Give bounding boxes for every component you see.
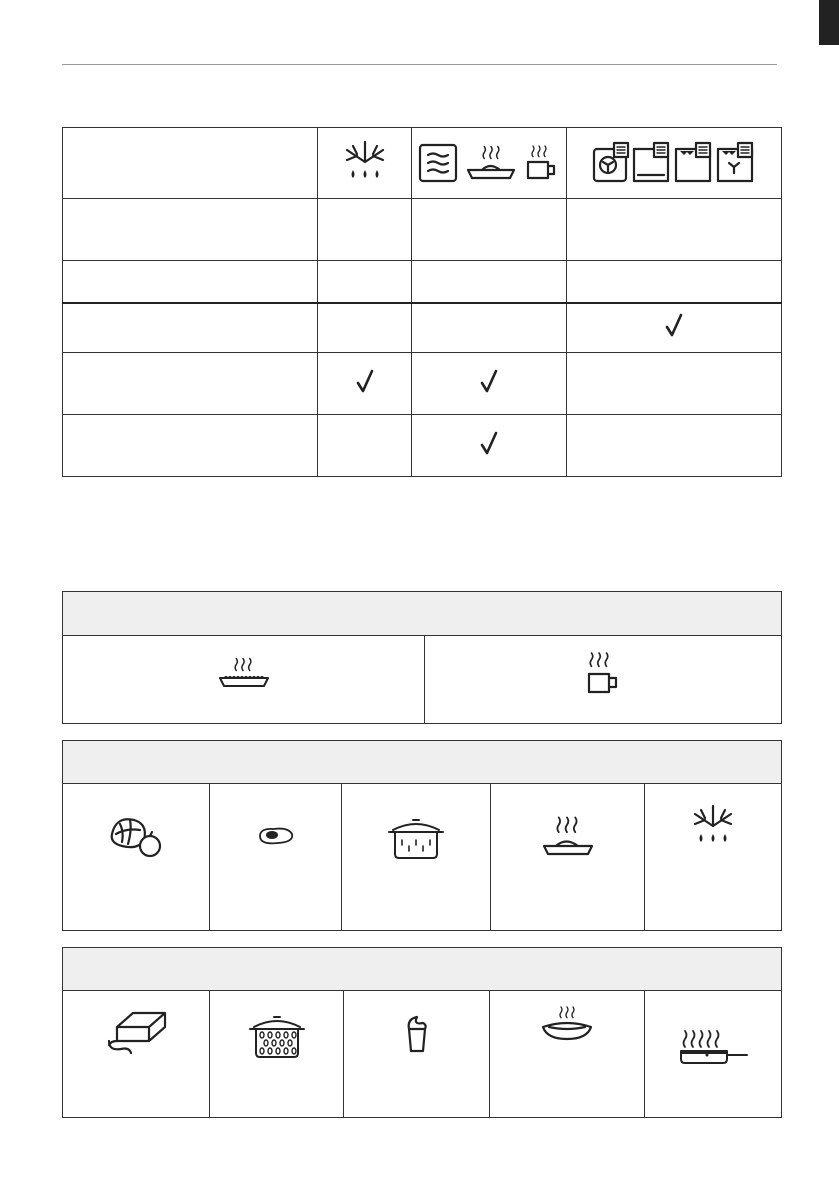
soup-plate-icon <box>539 1003 595 1045</box>
oven-icon <box>632 141 672 185</box>
hot-drink-icon <box>524 142 560 184</box>
row-cell <box>412 415 567 477</box>
reheat-table <box>62 591 782 724</box>
reheat-table-header <box>63 592 781 636</box>
combi-icon <box>674 141 714 185</box>
check-icon <box>355 368 375 394</box>
table-row <box>63 199 782 261</box>
row-cell <box>412 261 567 303</box>
frying-pan-icon <box>677 1027 749 1067</box>
row-label-cell <box>63 199 318 261</box>
row-cell <box>567 199 782 261</box>
row-cell <box>412 199 567 261</box>
check-icon <box>479 430 499 456</box>
hot-drink-icon <box>583 648 623 696</box>
reheat-dish-icon <box>216 654 272 692</box>
fan-combi-icon <box>716 141 756 185</box>
table-row <box>63 415 782 477</box>
cook-table <box>62 740 782 931</box>
hot-drink-cell <box>425 636 781 723</box>
baby-bottle-cell <box>344 991 490 1117</box>
table-row <box>63 353 782 415</box>
row-cell <box>567 303 782 353</box>
row-cell <box>567 415 782 477</box>
microwave-icon <box>418 143 458 183</box>
grill-icon <box>592 141 630 185</box>
row-cell <box>317 261 412 303</box>
header-defrost-cell <box>317 128 412 199</box>
row-cell <box>317 199 412 261</box>
defrost-cell <box>645 784 781 930</box>
row-cell <box>317 303 412 353</box>
table-row <box>63 303 782 353</box>
reheat-plate-cell <box>491 784 645 930</box>
cook-table-header <box>63 741 781 784</box>
function-table <box>62 127 782 477</box>
defrost-icon <box>691 804 735 850</box>
table-row <box>63 261 782 303</box>
header-label-cell <box>63 128 318 199</box>
fried-egg-icon <box>256 826 296 846</box>
casserole-pot-icon <box>385 816 447 862</box>
soup-plate-cell <box>490 991 645 1117</box>
baby-bottle-icon <box>403 1013 431 1055</box>
row-label-cell <box>63 353 318 415</box>
row-cell <box>412 353 567 415</box>
row-cell <box>567 261 782 303</box>
vegetables-icon <box>106 814 166 858</box>
boiling-pot-icon <box>246 1013 308 1061</box>
row-cell <box>567 353 782 415</box>
defrost-icon <box>343 140 387 186</box>
fried-egg-cell <box>210 784 342 930</box>
melt-butter-cell <box>63 991 210 1117</box>
row-cell <box>317 415 412 477</box>
boiling-pot-cell <box>210 991 344 1117</box>
row-label-cell <box>63 303 318 353</box>
header-grill-cell <box>567 128 782 199</box>
special-table <box>62 947 782 1118</box>
row-cell <box>317 353 412 415</box>
check-icon <box>664 312 684 338</box>
header-rule <box>62 64 777 65</box>
melt-butter-icon <box>103 1005 169 1055</box>
vegetables-cell <box>63 784 210 930</box>
reheat-dish-icon <box>464 142 518 184</box>
casserole-cell <box>342 784 491 930</box>
special-table-header <box>63 948 781 991</box>
row-label-cell <box>63 261 318 303</box>
table-header-row <box>63 128 782 199</box>
check-icon <box>479 368 499 394</box>
reheat-dish-icon <box>540 812 596 860</box>
frying-pan-cell <box>645 991 781 1117</box>
page-tab-marker <box>819 0 839 45</box>
reheat-dish-cell <box>63 636 425 723</box>
row-label-cell <box>63 415 318 477</box>
header-microwave-cell <box>412 128 567 199</box>
row-cell <box>412 303 567 353</box>
